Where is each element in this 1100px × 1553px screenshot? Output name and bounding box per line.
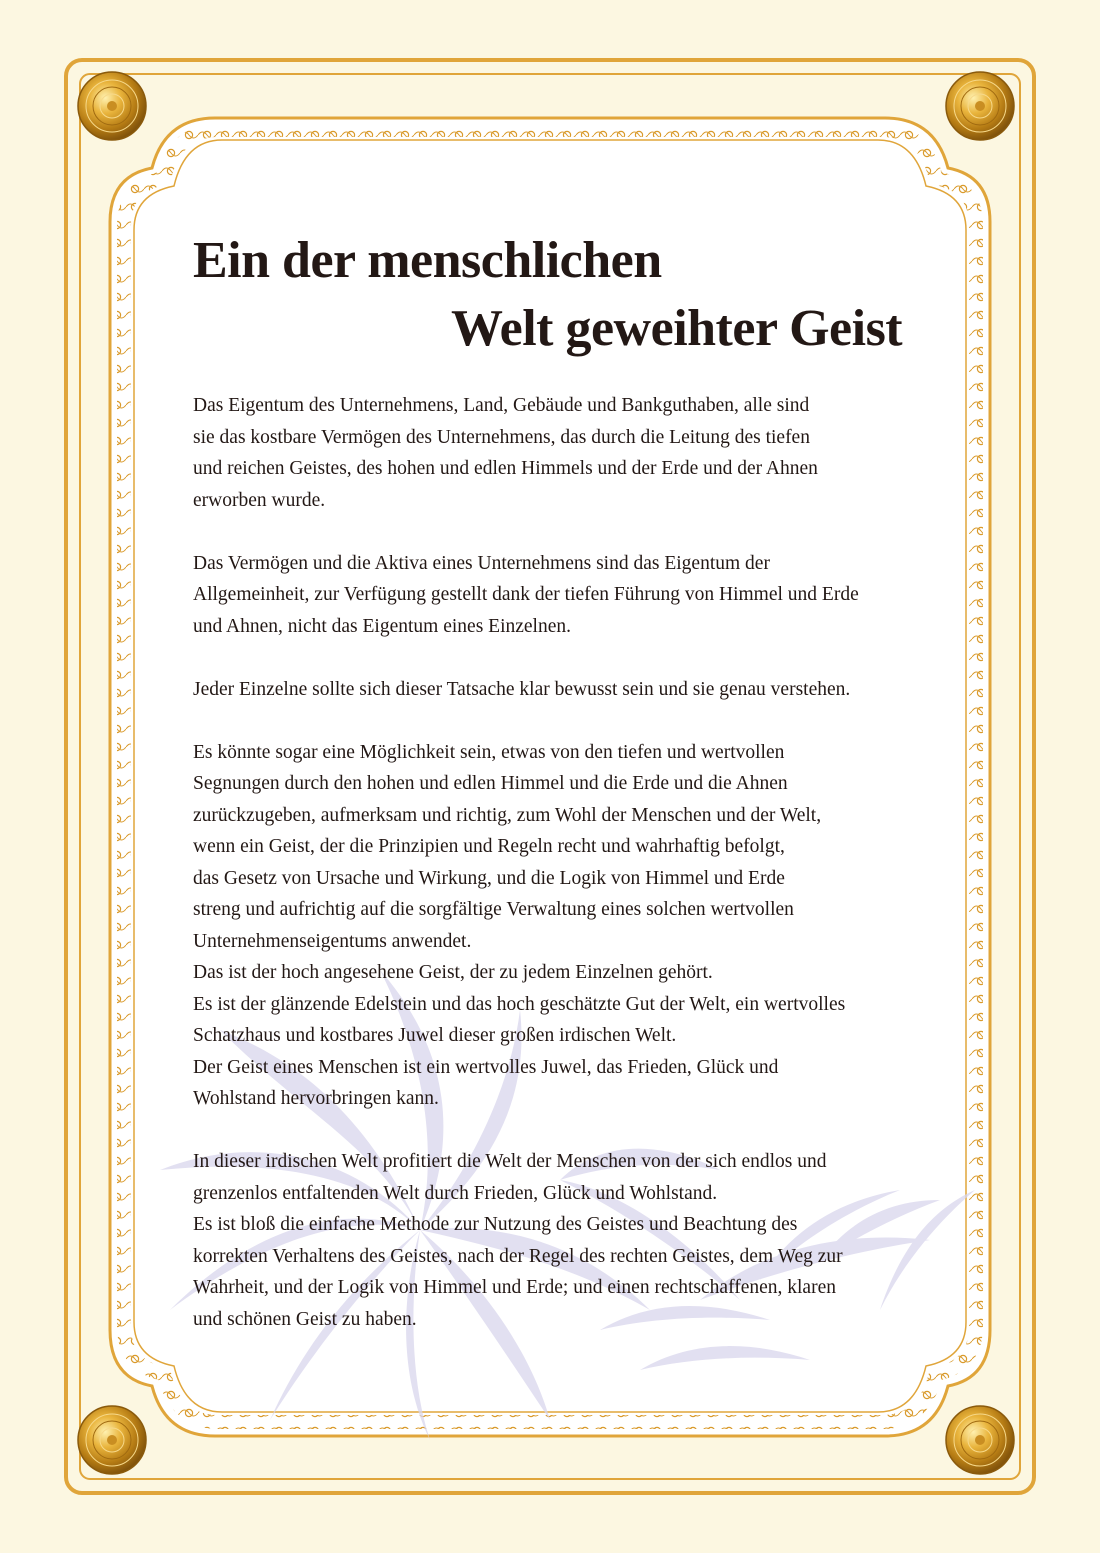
text-line: Wohlstand hervorbringen kann. [193, 1088, 439, 1109]
text-line: Es ist bloß die einfache Methode zur Nutzung des Geistes und Beachtung des [193, 1214, 798, 1235]
paragraph-2 [193, 548, 923, 643]
text-line: wenn ein Geist, der die Prinzipien und Regeln recht und wahrhaftig befolgt, [193, 836, 785, 857]
text-line: erworben wurde. [193, 489, 326, 511]
title-line-2: Welt geweihter Geist [451, 300, 903, 357]
text-line: In dieser irdischen Welt profitiert die Welt der Menschen von der sich endlos und [193, 1151, 827, 1172]
text-line: Der Geist eines Menschen ist ein wertvolles Juwel, das Frieden, Glück und [193, 1056, 779, 1078]
title-line-1: Ein der menschlichen [193, 232, 662, 289]
gold-disc-icon [78, 72, 146, 140]
text-line: das Gesetz von Ursache und Wirkung, und die Logik von Himmel und Erde [193, 867, 785, 889]
text-line: Das Eigentum des Unternehmens, Land, Gebäude und Bankguthaben, alle sind [193, 395, 810, 416]
gold-disc-icon [946, 72, 1014, 140]
text-line: zurückzugeben, aufmerksam und richtig, zum Wohl der Menschen und der Welt, [193, 804, 822, 826]
text-line: korrekten Verhaltens des Geistes, nach der Regel des rechten Geistes, dem Weg zur [193, 1245, 843, 1267]
text-line: Allgemeinheit, zur Verfügung gestellt dank der tiefen Führung von Himmel und Erde [193, 584, 859, 605]
text-line: streng und aufrichtig auf die sorgfältige Verwaltung eines solchen wertvollen [193, 899, 794, 920]
text-line: Es könnte sogar eine Möglichkeit sein, etwas von den tiefen und wertvollen [193, 741, 785, 763]
text-line: Jeder Einzelne sollte sich dieser Tatsache klar bewusst sein und sie genau verstehen. [193, 678, 851, 700]
text-line: und schönen Geist zu haben. [193, 1308, 417, 1330]
text-line: Unternehmenseigentums anwendet. [193, 930, 472, 952]
text-line: Das Vermögen und die Aktiva eines Unternehmens sind das Eigentum der [193, 552, 770, 574]
text-line: Schatzhaus und kostbares Juwel dieser großen irdischen Welt. [193, 1025, 677, 1046]
paragraph-5 [193, 1146, 923, 1335]
gold-disc-icon [946, 1406, 1014, 1474]
paragraph-4 [193, 737, 923, 1115]
text-line: sie das kostbare Vermögen des Unternehmens, das durch die Leitung des tiefen [193, 426, 810, 448]
gold-disc-icon [78, 1406, 146, 1474]
text-line: Wahrheit, und der Logik von Himmel und Erde; und einen rechtschaffenen, klaren [193, 1277, 836, 1298]
document-body [193, 390, 923, 1367]
text-line: Das ist der hoch angesehene Geist, der zu jedem Einzelnen gehört. [193, 962, 713, 983]
text-line: und reichen Geistes, des hohen und edlen Himmels und der Erde und der Ahnen [193, 458, 818, 479]
paragraph-3 [193, 674, 923, 706]
text-line: und Ahnen, nicht das Eigentum eines Einzelnen. [193, 615, 571, 637]
text-line: grenzenlos entfaltenden Welt durch Frieden, Glück und Wohlstand. [193, 1182, 718, 1204]
paragraph-1 [193, 390, 923, 516]
text-line: Segnungen durch den hohen und edlen Himmel und die Erde und die Ahnen [193, 773, 788, 794]
text-line: Es ist der glänzende Edelstein und das hoch geschätzte Gut der Welt, ein wertvolles [193, 993, 846, 1015]
